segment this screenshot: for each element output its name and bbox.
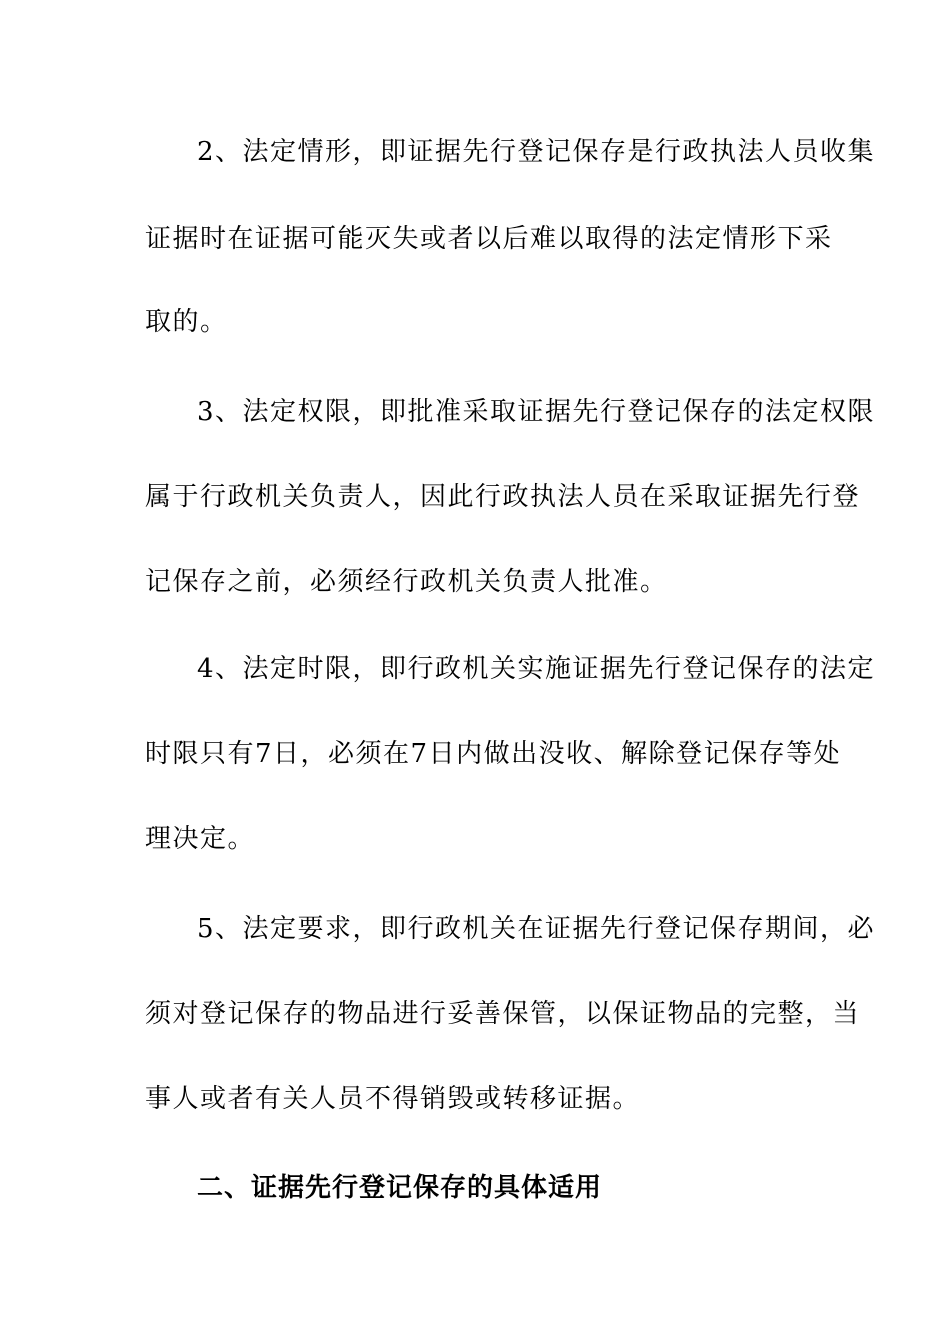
section-heading: 二、证据先行登记保存的具体适用 [197, 1173, 603, 1203]
paragraph-4-line-1: 4、法定时限，即行政机关实施证据先行登记保存的法定 [197, 654, 876, 684]
paragraph-2-line-1: 2、法定情形，即证据先行登记保存是行政执法人员收集 [197, 137, 876, 167]
paragraph-3-line-1: 3、法定权限，即批准采取证据先行登记保存的法定权限 [197, 397, 876, 427]
paragraph-4-line-2: 时限只有7日，必须在7日内做出没收、解除登记保存等处 [145, 739, 842, 769]
paragraph-3-line-2: 属于行政机关负责人，因此行政执法人员在采取证据先行登 [145, 482, 861, 512]
paragraph-2-line-3: 取的。 [145, 307, 228, 337]
paragraph-5-line-2: 须对登记保存的物品进行妥善保管，以保证物品的完整，当 [145, 999, 861, 1029]
paragraph-4-line-3: 理决定。 [145, 824, 256, 854]
paragraph-5-line-3: 事人或者有关人员不得销毁或转移证据。 [145, 1084, 641, 1114]
paragraph-3-line-3: 记保存之前，必须经行政机关负责人批准。 [145, 567, 668, 597]
paragraph-5-line-1: 5、法定要求，即行政机关在证据先行登记保存期间，必 [197, 914, 876, 944]
paragraph-2-line-2: 证据时在证据可能灭失或者以后难以取得的法定情形下采 [145, 224, 833, 254]
